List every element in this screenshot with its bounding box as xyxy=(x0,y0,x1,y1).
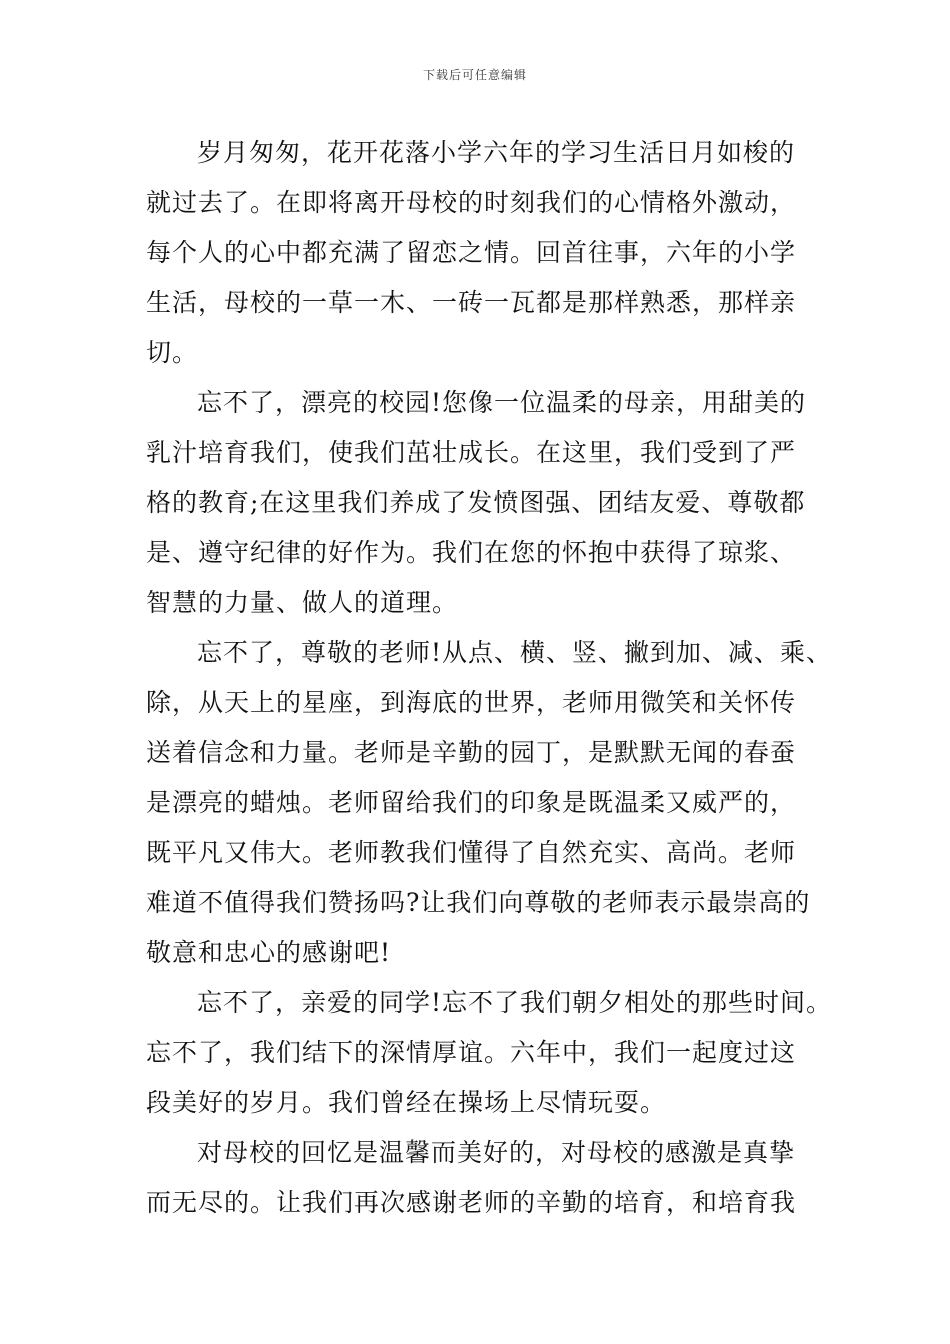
paragraph-1-line-5: 切。 xyxy=(146,338,199,367)
body-text xyxy=(146,128,833,1228)
paragraph-1-line-3: 每个人的心中都充满了留恋之情。回首往事，六年的小学 xyxy=(146,238,797,267)
paragraph-1-line-4: 生活，母校的一草一木、一砖一瓦都是那样熟悉，那样亲 xyxy=(146,288,797,317)
paragraph-4-line-2: 忘不了，我们结下的深情厚谊。六年中，我们一起度过这 xyxy=(146,1038,797,1067)
paragraph-2-line-2: 乳汁培育我们，使我们茁壮成长。在这里，我们受到了严 xyxy=(146,438,797,467)
paragraph-5-line-1: 对母校的回忆是温馨而美好的，对母校的感激是真挚 xyxy=(197,1138,796,1167)
paragraph-2-line-1: 忘不了，漂亮的校园!您像一位温柔的母亲，用甜美的 xyxy=(197,388,807,417)
paragraph-5-line-2: 而无尽的。让我们再次感谢老师的辛勤的培育，和培育我 xyxy=(146,1188,797,1217)
paragraph-2-line-3: 格的教育;在这里我们养成了发愤图强、团结友爱、尊敬都 xyxy=(146,488,806,517)
paragraph-4-line-1: 忘不了，亲爱的同学!忘不了我们朝夕相处的那些时间。 xyxy=(197,988,833,1017)
paragraph-3-line-7: 敬意和忠心的感谢吧! xyxy=(146,938,392,967)
paragraph-3-line-5: 既平凡又伟大。老师教我们懂得了自然充实、高尚。老师 xyxy=(146,838,797,867)
paragraph-2-line-4: 是、遵守纪律的好作为。我们在您的怀抱中获得了琼浆、 xyxy=(146,538,797,567)
paragraph-2-line-5: 智慧的力量、做人的道理。 xyxy=(146,588,459,617)
paragraph-1-line-2: 就过去了。在即将离开母校的时刻我们的心情格外激动， xyxy=(146,188,797,217)
paragraph-1-line-1: 岁月匆匆，花开花落小学六年的学习生活日月如梭的 xyxy=(197,138,796,167)
paragraph-3-line-3: 送着信念和力量。老师是辛勤的园丁，是默默无闻的春蚕 xyxy=(146,738,797,767)
paragraph-3-line-2: 除，从天上的星座，到海底的世界，老师用微笑和关怀传 xyxy=(146,688,797,717)
paragraph-4-line-3: 段美好的岁月。我们曾经在操场上尽情玩耍。 xyxy=(146,1088,667,1117)
paragraph-3-line-4: 是漂亮的蜡烛。老师留给我们的印象是既温柔又威严的， xyxy=(146,788,797,817)
header-note: 下载后可任意编辑 xyxy=(422,68,527,82)
paragraph-3-line-6: 难道不值得我们赞扬吗?让我们向尊敬的老师表示最崇高的 xyxy=(146,888,811,917)
paragraph-3-line-1: 忘不了，尊敬的老师!从点、横、竖、撇到加、减、乘、 xyxy=(197,638,833,667)
